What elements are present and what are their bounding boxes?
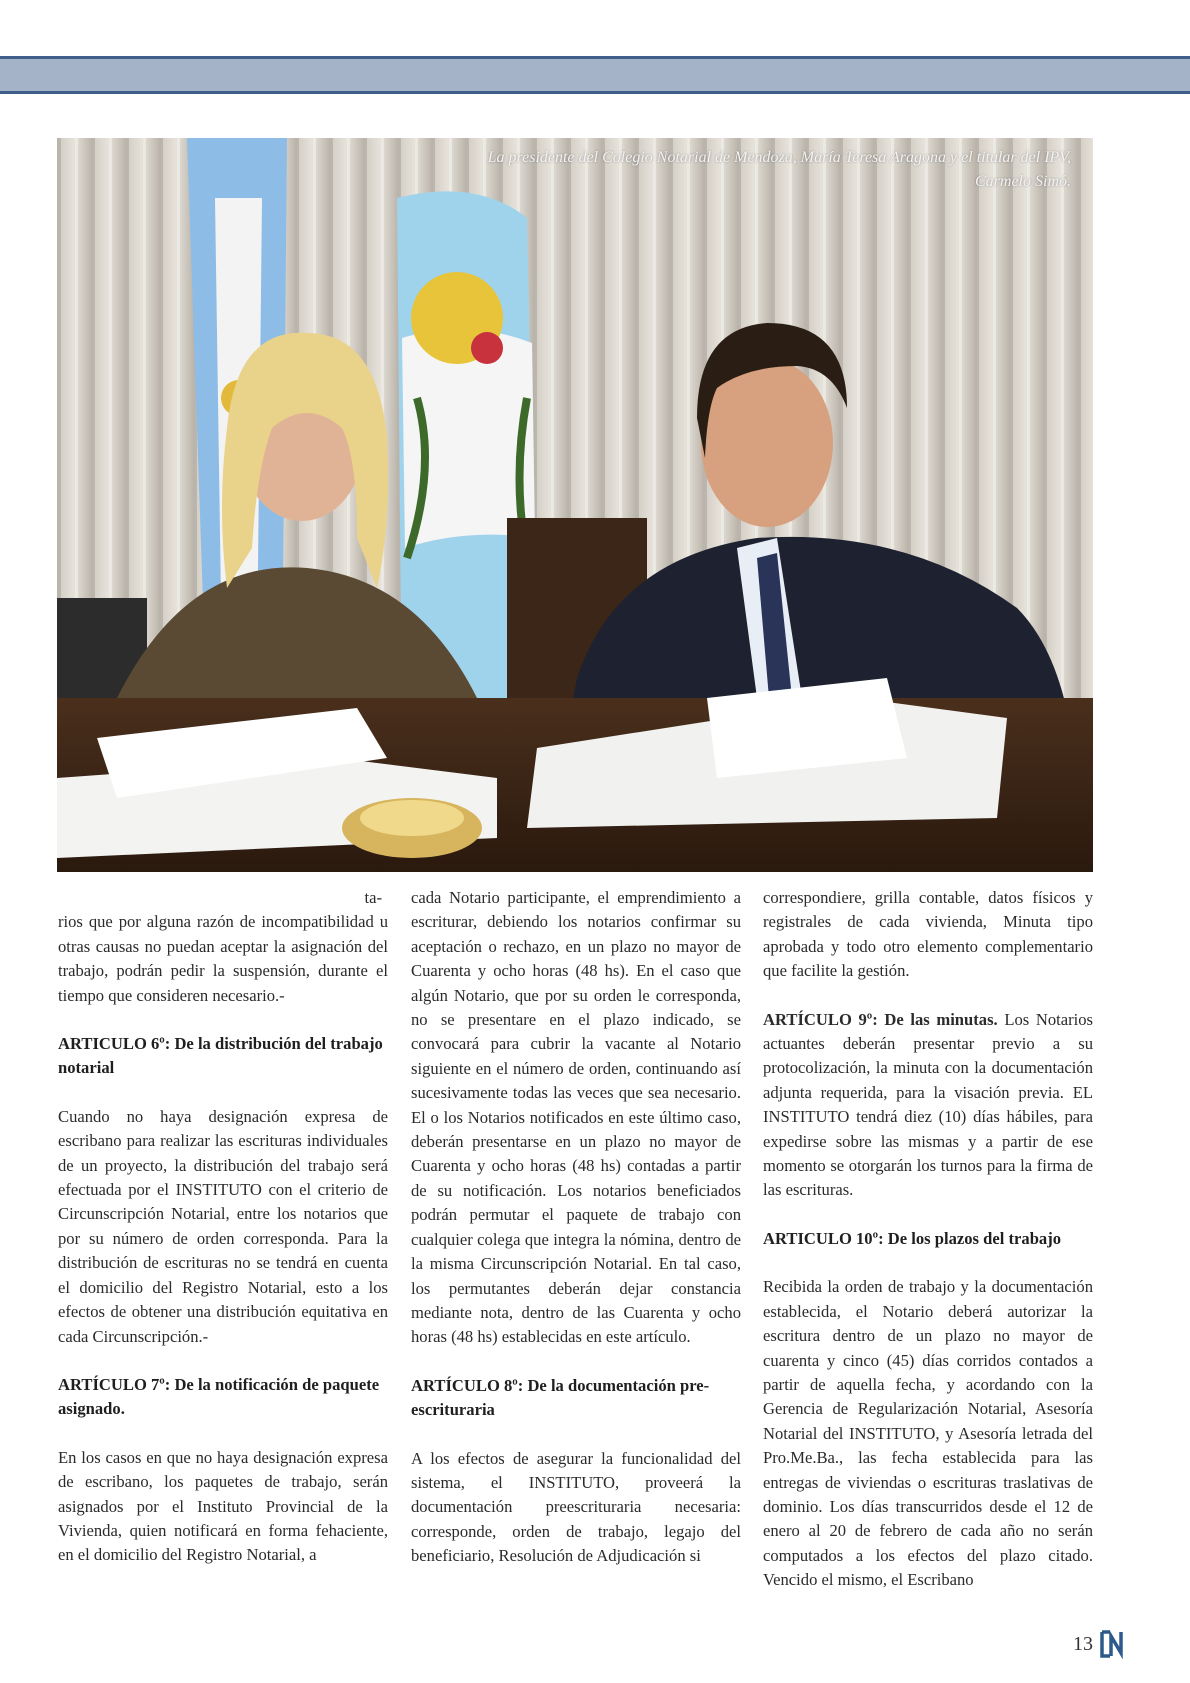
paragraph-article-8-cont: correspondiere, grilla contable, datos físicos y registrales de cada vivienda, Minuta tipo aprobada y todo otro elemento complementario que facilite la gestión. xyxy=(763,888,1093,981)
heading-article-8: ARTÍCULO 8º: De la documentación pre-escrituraria xyxy=(411,1375,710,1420)
paragraph-art5-end: rios que por alguna razón de incompatibilidad u otras causas no puedan aceptar la asignación del trabajo, podrán pedir la suspensión, durante el tiempo que consideren necesario.- xyxy=(58,912,388,1005)
hyphen-fragment: ta- xyxy=(364,888,382,907)
paragraph-article-7: En los casos en que no haya designación expresa de escribano, los paquetes de trabajo, serán asignados por el Instituto Provincial de la Vivienda, quien notificará en forma fehaciente, en el domicilio del Registro Notarial, a xyxy=(58,1447,388,1565)
heading-article-7: ARTÍCULO 7º: De la notificación de paquete asignado. xyxy=(58,1374,380,1419)
paragraph-article-8: A los efectos de asegurar la funcionalidad del sistema, el INSTITUTO, proveerá la documentación preescrituraria necesaria: corresponde, orden de trabajo, legajo del beneficiario, Resolución de Adjudicación si xyxy=(411,1448,741,1566)
paragraph-article-7-cont: cada Notario participante, el emprendimiento a escriturar, debiendo los notarios confirmar su aceptación o rechazo, en un plazo no mayor de Cuarenta y ocho horas (48 hs). En el caso que algún Notario, que por su orden le corresponda, no se presentare en el plazo indicado, se convocará para cubrir la vacante al Notario siguiente en el número de orden, continuando así sucesivamente todas las veces que sea necesario. El o los Notarios notificados en este último caso, deberán presentarse en un plazo no mayor de Cuarenta y ocho horas (48 hs) contadas a partir de su notificación. Los notarios beneficiados podrán permutar el paquete de trabajo con cualquier colega que integra la nómina, dentro de la misma Circunscripción Notarial. En tal caso, los permutantes deberán dejar constancia mediante nota, dentro de las Cuarenta y ocho horas (48 hs) establecidas en este artículo. xyxy=(411,888,741,1347)
photo-caption: La presidente del Colegio Notarial de Mendoza, María Teresa Aragona y el titular del IPV, Carmelo Simó. xyxy=(487,149,1071,190)
paragraph-article-6: Cuando no haya designación expresa de escribano para realizar las escrituras individuales de un proyecto, la distribución del trabajo será efectuada por el INSTITUTO con el criterio de Circunscripción Notarial, entre los notarios que por su número de orden corresponda. Para la distribución de escrituras no se tendrá en cuenta el domicilio del Registro Notarial, esto a los efectos de obtener una distribución equitativa en cada Circunscripción.- xyxy=(58,1106,388,1346)
text-column-1 xyxy=(58,886,388,1592)
text-article-9: Los Notarios actuantes deberán presentar previo a su protocolización, la minuta con la documentación adjunta requerida, para la visación previa. EL INSTITUTO tendrá diez (10) días hábiles, para expedirse sobre las mismas y a partir de ese momento se otorgarán los turnos para la firma de las escrituras. xyxy=(763,1009,1093,1200)
cn-logo-icon xyxy=(1099,1629,1125,1659)
page-number: 13 xyxy=(1073,1633,1093,1655)
heading-article-6: ARTICULO 6º: De la distribución del trabajo notarial xyxy=(58,1034,383,1078)
paragraph-article-9 xyxy=(763,1008,1093,1203)
heading-article-9: ARTÍCULO 9º: De las minutas. xyxy=(763,1009,998,1029)
signing-photo xyxy=(57,138,1093,872)
heading-article-10: ARTICULO 10º: De los plazos del trabajo xyxy=(763,1228,1062,1248)
header-bar xyxy=(0,56,1190,94)
photo-illustration xyxy=(57,138,1093,872)
text-column-2 xyxy=(411,886,741,1593)
text-column-3 xyxy=(763,886,1093,1617)
paragraph-article-10: Recibida la orden de trabajo y la documentación establecida, el Notario deberá autorizar la escritura dentro de un plazo no mayor de cuarenta y cinco (45) días corridos contados a partir de aquella fecha, y acordando con la Gerencia de Regularización Notarial, Asesoría Notarial del INSTITUTO, y Asesoría letrada del Pro.Me.Ba., las fecha establecida para las entregas de viviendas o escrituras traslativas de dominio. Los días transcurridos desde el 12 de enero al 20 de febrero de cada año no serán computados a los efectos del plazo citado. Vencido el mismo, el Escribano xyxy=(763,1277,1093,1590)
